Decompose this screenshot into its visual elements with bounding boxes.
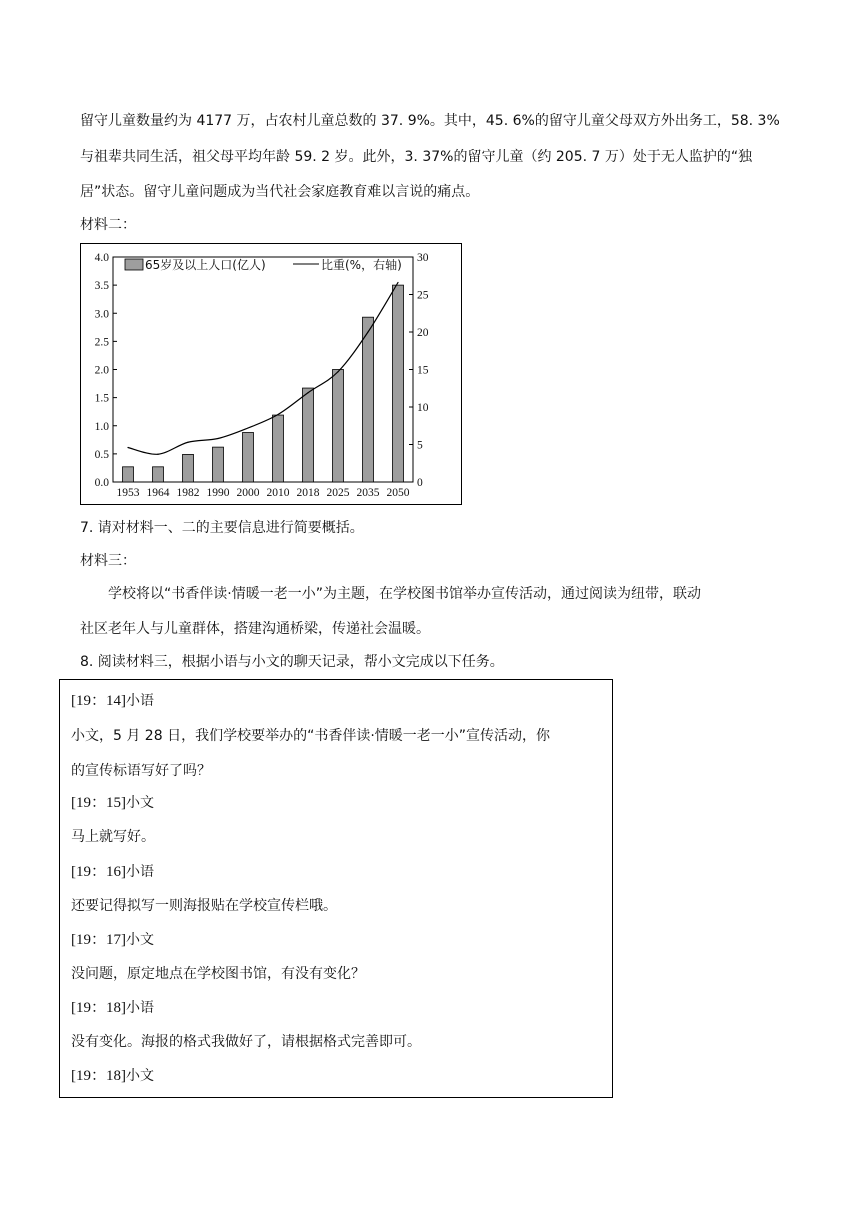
legend-bar-swatch xyxy=(125,259,143,270)
x-tick-label: 2035 xyxy=(356,487,380,499)
chat-header xyxy=(71,1066,154,1086)
chat-header xyxy=(71,998,154,1018)
chat-timestamp: [19：18] xyxy=(71,1068,126,1084)
share-point-2050 xyxy=(397,282,398,283)
legend-bar-label: 65岁及以上人口(亿人) xyxy=(145,258,266,272)
chat-sender: 小语 xyxy=(126,693,154,709)
x-tick-label: 2050 xyxy=(386,487,410,499)
y-left-tick-label: 0.0 xyxy=(94,477,109,489)
y-left-tick-label: 1.0 xyxy=(94,420,109,433)
question-8: 8. 阅读材料三，根据小语与小文的聊天记录，帮小文完成以下任务。 xyxy=(80,654,504,670)
y-left-tick-label: 2.5 xyxy=(94,336,109,349)
bar-2018 xyxy=(303,388,314,482)
chat-header xyxy=(71,930,154,950)
y-right-tick-label: 25 xyxy=(417,289,429,302)
material1-line-2: 与祖辈共同生活，祖父母平均年龄 59. 2 岁。此外，3. 37%的留守儿童（约 205. 7 万）处于无人监护的“独 xyxy=(80,149,753,165)
chat-sender: 小文 xyxy=(126,1068,154,1084)
chat-message: 小文，5 月 28 日，我们学校要举办的“书香伴读·情暖一老一小”宣传活动，你 xyxy=(71,728,551,744)
chat-message: 马上就写好。 xyxy=(71,829,155,845)
y-left-tick-label: 4.0 xyxy=(94,252,109,264)
material1-line-3: 居”状态。留守儿童问题成为当代社会家庭教育难以言说的痛点。 xyxy=(80,184,480,200)
x-tick-label: 2010 xyxy=(266,487,290,499)
x-tick-label: 2000 xyxy=(236,487,260,499)
y-right-tick-label: 20 xyxy=(417,327,429,339)
chat-header xyxy=(71,862,154,882)
x-tick-label: 1982 xyxy=(176,487,200,499)
y-right-tick-label: 15 xyxy=(417,364,429,377)
material3-line-1: 学校将以“书香伴读·情暖一老一小”为主题，在学校图书馆举办宣传活动，通过阅读为纽带，联动 xyxy=(108,586,701,602)
chat-header xyxy=(71,793,154,813)
share-point-2000 xyxy=(247,427,248,428)
bar-2035 xyxy=(363,317,374,482)
chat-sender: 小语 xyxy=(126,1000,154,1016)
y-left-tick-label: 0.5 xyxy=(94,448,109,461)
y-left-tick-label: 1.5 xyxy=(94,392,109,405)
share-point-1990 xyxy=(217,438,218,439)
material2-label: 材料二： xyxy=(80,217,136,233)
chat-timestamp: [19：18] xyxy=(71,1000,126,1016)
bar-2050 xyxy=(393,285,404,482)
population-chart xyxy=(80,243,462,505)
y-left-tick-label: 2.0 xyxy=(94,364,109,377)
share-point-2010 xyxy=(277,414,278,415)
bar-1964 xyxy=(153,467,164,482)
material1-line-1: 留守儿童数量约为 4177 万，占农村儿童总数的 37. 9%。其中，45. 6%的留守儿童父母双方外出务工，58. 3% xyxy=(80,113,780,129)
chat-sender: 小文 xyxy=(126,795,154,811)
chat-message: 的宣传标语写好了吗？ xyxy=(71,763,211,779)
y-left-tick-label: 3.0 xyxy=(94,308,109,321)
question-7: 7. 请对材料一、二的主要信息进行简要概括。 xyxy=(80,520,364,536)
share-line xyxy=(128,283,398,455)
y-right-tick-label: 0 xyxy=(417,477,423,489)
share-point-2035 xyxy=(367,331,368,332)
share-point-2025 xyxy=(337,371,338,372)
chat-message: 还要记得拟写一则海报贴在学校宣传栏哦。 xyxy=(71,898,337,914)
material3-label: 材料三： xyxy=(80,553,136,569)
y-right-tick-label: 30 xyxy=(417,252,429,264)
chat-timestamp: [19：17] xyxy=(71,932,126,948)
x-tick-label: 1964 xyxy=(146,487,170,499)
x-tick-label: 1953 xyxy=(116,487,140,499)
material3-line-2: 社区老年人与儿童群体，搭建沟通桥梁，传递社会温暖。 xyxy=(80,621,430,637)
x-tick-label: 2025 xyxy=(326,487,350,499)
chat-timestamp: [19：15] xyxy=(71,795,126,811)
chat-header xyxy=(71,691,154,711)
bar-2025 xyxy=(333,370,344,483)
chat-sender: 小文 xyxy=(126,932,154,948)
bar-2010 xyxy=(273,415,284,482)
chat-timestamp: [19：16] xyxy=(71,864,126,880)
chart-svg xyxy=(81,244,461,504)
chat-message: 没有变化。海报的格式我做好了，请根据格式完善即可。 xyxy=(71,1034,421,1050)
chat-timestamp: [19：14] xyxy=(71,693,126,709)
x-tick-label: 1990 xyxy=(206,487,230,499)
bar-1982 xyxy=(183,454,194,482)
legend-line-label: 比重(%，右轴) xyxy=(321,258,402,272)
chat-message: 没问题，原定地点在学校图书馆，有没有变化？ xyxy=(71,966,365,982)
share-point-1982 xyxy=(187,442,188,443)
y-right-tick-label: 5 xyxy=(417,439,423,452)
share-point-1953 xyxy=(127,447,128,448)
y-left-tick-label: 3.5 xyxy=(94,280,109,293)
bar-1990 xyxy=(213,447,224,482)
share-point-2018 xyxy=(307,392,308,393)
bar-2000 xyxy=(243,433,254,483)
y-right-tick-label: 10 xyxy=(417,402,429,414)
chat-sender: 小语 xyxy=(126,864,154,880)
chat-record xyxy=(59,679,613,1098)
bar-1953 xyxy=(123,467,134,482)
x-tick-label: 2018 xyxy=(296,487,320,499)
share-point-1964 xyxy=(157,454,158,455)
